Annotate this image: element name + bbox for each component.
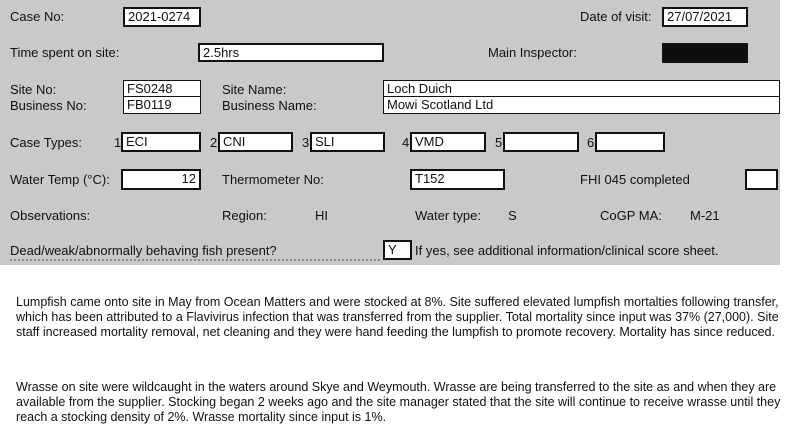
site-no-label: Site No: <box>10 82 57 97</box>
thermometer-field[interactable]: T152 <box>410 169 505 190</box>
dead-fish-field[interactable]: Y <box>383 240 412 260</box>
notes-paragraph-lumpfish: Lumpfish came onto site in May from Ocean Matters and were stocked at 8%. Site suffered elevated lumpfish mortalties following transfer, which has been attributed to a Flavivirus infection that was transferred from the supplier. Total mortality since input was 37% (27,000). Site staff increased mortality removal, net cleaning and they were hand feeding the lumpfish to promote recovery. Mortality has since reduced. <box>16 295 779 339</box>
dead-fish-label: Dead/weak/abnormally behaving fish present? <box>10 243 277 258</box>
date-of-visit-field[interactable]: 27/07/2021 <box>662 7 748 27</box>
fhi-label: FHI 045 completed <box>580 172 690 187</box>
thermometer-label: Thermometer No: <box>222 172 324 187</box>
cogp-value: M-21 <box>690 208 720 223</box>
fhi-checkbox[interactable] <box>745 169 778 190</box>
case-type-4-field[interactable]: VMD <box>410 132 486 152</box>
site-name-field[interactable]: Loch Duich <box>383 80 780 98</box>
case-type-4-number: 4 <box>402 135 410 150</box>
time-spent-field[interactable]: 2.5hrs <box>198 43 384 62</box>
business-no-label: Business No: <box>10 98 87 113</box>
time-spent-label: Time spent on site: <box>10 45 120 60</box>
business-no-field[interactable]: FB0119 <box>123 96 201 114</box>
dead-fish-note: If yes, see additional information/clinical score sheet. <box>415 243 719 258</box>
case-type-2-field[interactable]: CNI <box>218 132 293 152</box>
case-type-2-number: 2 <box>210 135 218 150</box>
notes-paragraph-wrasse: Wrasse on site were wildcaught in the waters around Skye and Weymouth. Wrasse are being transferred to the site as and when they are available from the supplier. Stocking began 2 weeks ago and the site manager stated that the site will continue to receive wrasse until they reach a stocking density of 2%. Wrasse mortality since input is 1%. <box>16 380 781 424</box>
case-no-field[interactable]: 2021-0274 <box>123 7 201 27</box>
case-type-5-field[interactable] <box>503 132 579 152</box>
water-type-label: Water type: <box>415 208 481 223</box>
case-no-label: Case No: <box>10 9 65 24</box>
water-type-value: S <box>508 208 517 223</box>
case-type-3-field[interactable]: SLI <box>310 132 385 152</box>
water-temp-field[interactable]: 12 <box>121 169 201 190</box>
cut-off-row <box>10 259 380 265</box>
region-value: HI <box>315 208 328 223</box>
water-temp-label: Water Temp (°C): <box>10 172 110 187</box>
main-inspector-redacted <box>662 43 748 63</box>
cogp-label: CoGP MA: <box>600 208 662 223</box>
main-inspector-label: Main Inspector: <box>488 45 577 60</box>
date-of-visit-label: Date of visit: <box>580 9 652 24</box>
business-name-label: Business Name: <box>222 98 317 113</box>
case-type-6-field[interactable] <box>595 132 665 152</box>
case-type-1-number: 1 <box>114 135 122 150</box>
site-name-label: Site Name: <box>222 82 287 97</box>
case-type-6-number: 6 <box>587 135 595 150</box>
site-no-field[interactable]: FS0248 <box>123 80 201 98</box>
case-type-3-number: 3 <box>302 135 310 150</box>
case-type-5-number: 5 <box>495 135 503 150</box>
case-types-label: Case Types: <box>10 135 83 150</box>
region-label: Region: <box>222 208 267 223</box>
observations-label: Observations: <box>10 208 91 223</box>
case-type-1-field[interactable]: ECI <box>121 132 201 152</box>
business-name-field[interactable]: Mowi Scotland Ltd <box>383 96 780 114</box>
